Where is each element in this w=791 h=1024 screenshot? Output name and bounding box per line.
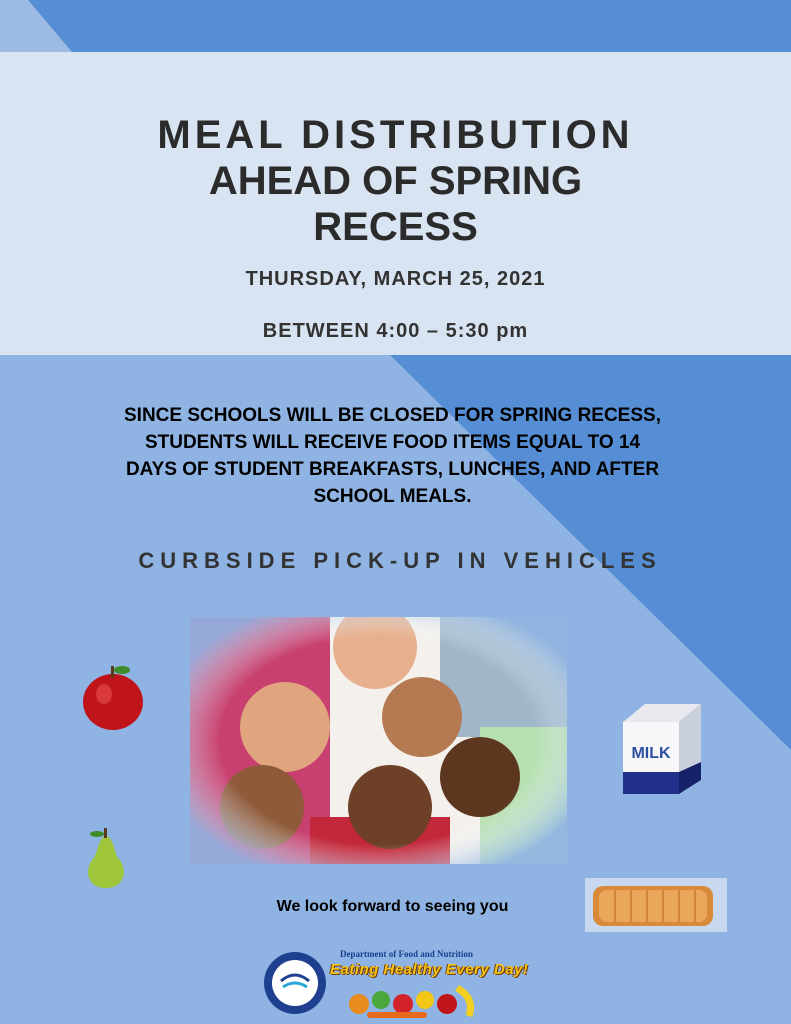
announcement-line-4: SCHOOL MEALS. — [313, 486, 472, 507]
pear-image — [80, 828, 132, 890]
closing-message: We look forward to seeing you — [276, 898, 509, 915]
title-line-2: AHEAD OF SPRING — [208, 159, 583, 203]
apple-image — [80, 660, 146, 732]
title-line-3: RECESS — [313, 205, 478, 249]
school-district-seal — [263, 951, 327, 1015]
announcement-line-3: DAYS OF STUDENT BREAKFASTS, LUNCHES, AND AFTER — [125, 459, 660, 480]
title-line-1: MEAL DISTRIBUTION — [157, 113, 634, 157]
milk-carton-image — [615, 700, 705, 796]
event-date: THURSDAY, MARCH 25, 2021 — [245, 268, 546, 290]
announcement-text — [40, 402, 745, 510]
department-name: Department of Food and Nutrition — [340, 949, 473, 959]
event-time: BETWEEN 4:00 – 5:30 pm — [262, 320, 529, 342]
milk-label: MILK — [631, 745, 671, 762]
slogan: Eating Healthy Every Day! — [330, 961, 529, 978]
announcement-line-2: STUDENTS WILL RECEIVE FOOD ITEMS EQUAL TO 14 — [144, 432, 641, 453]
children-huddle-photo — [190, 617, 567, 864]
bread-loaf-image — [585, 878, 727, 932]
fruits-vegetables-illustration — [345, 978, 483, 1020]
announcement-line-1: SINCE SCHOOLS WILL BE CLOSED FOR SPRING RECESS, — [124, 405, 661, 426]
curbside-heading: CURBSIDE PICK-UP IN VEHICLES — [138, 548, 662, 573]
page-title — [0, 112, 791, 250]
